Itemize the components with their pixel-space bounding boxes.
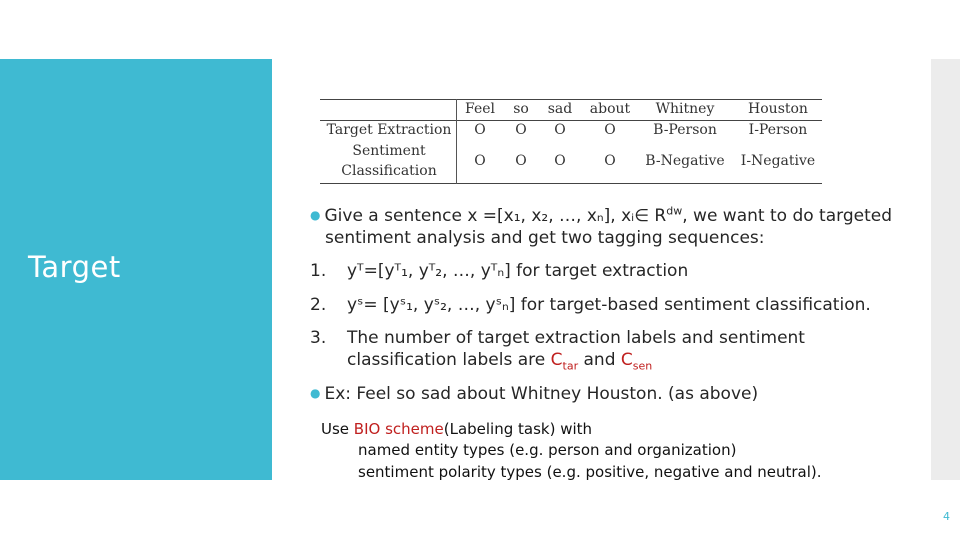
- bullet-dot-icon: ●: [310, 386, 321, 400]
- list-number: 2.: [310, 295, 327, 315]
- list-item-label-count-line2: [347, 350, 652, 371]
- list-number: 1.: [310, 261, 327, 281]
- bio-text: (Labeling task) with: [443, 420, 593, 438]
- bullet-example: [310, 383, 758, 405]
- list-item-sentiment-classification: yˢ= [yˢ₁, yˢ₂, …, yˢₙ] for target-based sentiment classification.: [347, 295, 871, 315]
- table-cell: B-Negative: [645, 153, 725, 169]
- table-column-divider: [456, 99, 457, 184]
- table-cell: O: [515, 122, 527, 138]
- table-cell: B-Person: [653, 122, 717, 138]
- table-header-cell: so: [513, 101, 529, 117]
- table-top-rule: [320, 99, 822, 100]
- table-header-cell: Feel: [465, 101, 495, 117]
- table-cell: O: [554, 153, 566, 169]
- bio-entity-types: named entity types (e.g. person and organization): [358, 441, 737, 459]
- bullet-continuation: sentiment analysis and get two tagging sequences:: [325, 228, 765, 248]
- table-header-cell: sad: [547, 101, 573, 117]
- table-header-cell: Houston: [748, 101, 808, 117]
- bio-sentiment-types: sentiment polarity types (e.g. positive, negative and neutral).: [358, 463, 822, 481]
- c-sen-symbol: $C_{sen}$: [620, 350, 653, 373]
- table-bottom-rule: [320, 183, 822, 184]
- table-row-label: Classification: [341, 163, 437, 179]
- bio-scheme-highlight: BIO scheme: [353, 420, 444, 438]
- page-number: 4: [943, 510, 950, 523]
- table-cell: O: [474, 153, 486, 169]
- slide-title: Target: [28, 250, 121, 284]
- bio-text: Use: [321, 420, 354, 438]
- bio-scheme-line: [321, 419, 592, 440]
- table-cell: O: [474, 122, 486, 138]
- list-text: and: [578, 350, 621, 370]
- bullet-text: Ex: Feel so sad about Whitney Houston. (as above): [324, 384, 759, 404]
- table-cell: O: [515, 153, 527, 169]
- table-cell: I-Negative: [740, 153, 816, 169]
- list-text: classification labels are: [347, 350, 551, 370]
- bullet-text: , we want to do targeted: [682, 206, 892, 226]
- list-item-label-count: The number of target extraction labels and sentiment: [347, 328, 805, 348]
- list-number: 3.: [310, 328, 327, 348]
- c-tar-symbol: $C_{tar}$: [550, 350, 579, 373]
- table-row-label: Sentiment: [352, 143, 426, 159]
- tagging-table: [320, 99, 822, 184]
- bullet-sentence-definition: [310, 205, 892, 227]
- table-row-label: Target Extraction: [326, 122, 452, 138]
- table-cell: I-Person: [748, 122, 808, 138]
- table-header-cell: Whitney: [655, 101, 715, 117]
- bullet-dot-icon: ●: [310, 208, 321, 222]
- bullet-text: Give a sentence x =[x₁, x₂, …, xₙ], xᵢ∈ R: [324, 206, 667, 226]
- table-cell: O: [604, 153, 616, 169]
- right-side-strip: [931, 59, 960, 480]
- table-cell: O: [604, 122, 616, 138]
- table-header-rule: [320, 120, 822, 121]
- table-cell: O: [554, 122, 566, 138]
- table-header-cell: about: [589, 101, 631, 117]
- list-item-target-extraction: yᵀ=[yᵀ₁, yᵀ₂, …, yᵀₙ] for target extraction: [347, 261, 689, 281]
- superscript: dw: [666, 204, 683, 218]
